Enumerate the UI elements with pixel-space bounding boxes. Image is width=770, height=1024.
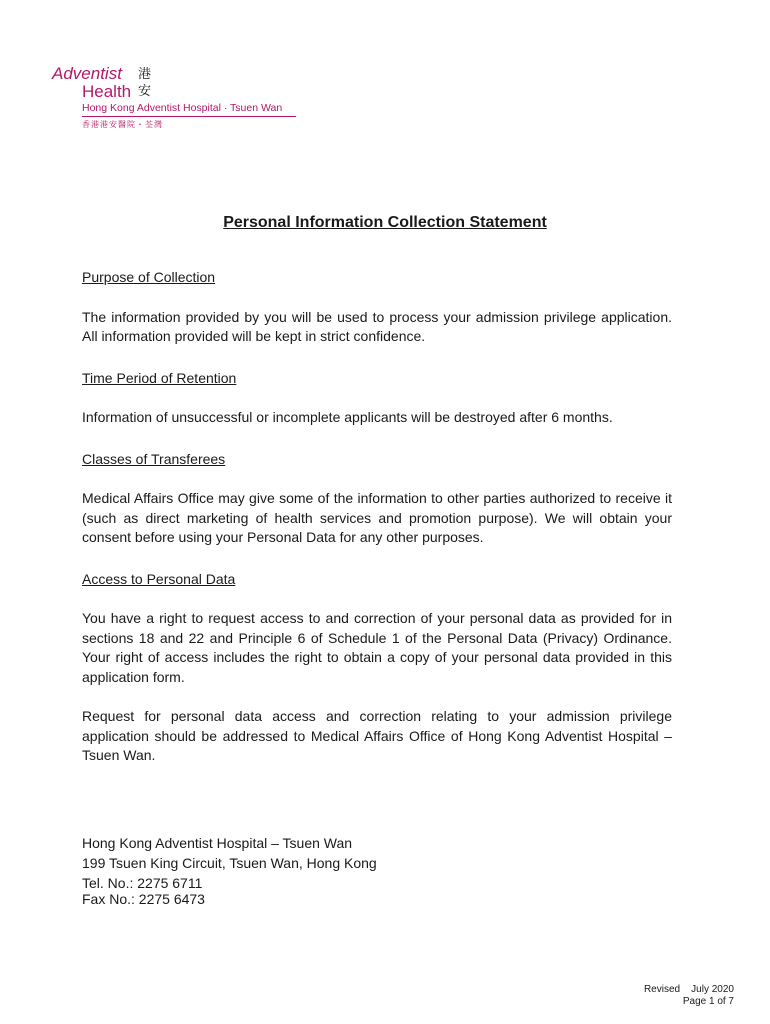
- hospital-logo: [52, 64, 302, 130]
- address-street: 199 Tsuen King Circuit, Tsuen Wan, Hong Kong: [82, 854, 377, 871]
- section-paragraph-transferees: Medical Affairs Office may give some of the information to other parties authorized to receive it (such as direct marketing of health services and promotion purpose). We will obtain your consent before using your Personal Data for any other purposes.: [82, 490, 672, 545]
- section-paragraph-access: You have a right to request access to and correction of your personal data as provided for in sections 18 and 22 and Principle 6 of Schedule 1 of the Personal Data (Privacy) Ordinance. Your right of access includes the right to obtain a copy of your personal data provided in this application form.: [82, 610, 672, 685]
- logo-hospital-name: Hong Kong Adventist Hospital · Tsuen Wan: [82, 102, 283, 114]
- document-title: Personal Information Collection Statement: [223, 214, 547, 231]
- logo-divider: [82, 116, 296, 117]
- section-heading-access: Access to Personal Data: [82, 570, 236, 587]
- logo-cjk-2: 安: [138, 84, 152, 99]
- section-heading-purpose: Purpose of Collection: [82, 269, 216, 285]
- address-fax: Fax No.: 2275 6473: [82, 890, 205, 907]
- logo-cjk-1: 港: [138, 67, 152, 82]
- address-name: Hong Kong Adventist Hospital – Tsuen Wan: [82, 835, 353, 851]
- hospital-address: [82, 834, 502, 909]
- logo-line-adventist: Adventist: [52, 64, 122, 83]
- section-paragraph-request: Request for personal data access and correction relating to your admission privilege application should be addressed to Medical Affairs Office of Hong Kong Adventist Hospital – Tsuen Wan.: [82, 708, 672, 763]
- address-tel: Tel. No.: 2275 6711: [82, 875, 203, 891]
- section-paragraph-purpose: The information provided by you will be used to process your admission privilege application. All information provided will be kept in strict confidence.: [82, 308, 672, 344]
- statement-body: [82, 268, 672, 766]
- section-heading-retention: Time Period of Retention: [82, 369, 237, 386]
- page-number: Page 1 of 7: [682, 996, 734, 1007]
- logo-line-health: Health: [82, 82, 132, 101]
- section-paragraph-retention: Information of unsuccessful or incomplete applicants will be destroyed after 6 months.: [82, 409, 613, 425]
- section-heading-transferees: Classes of Transferees: [82, 450, 226, 467]
- revised-date: Revised July 2020: [643, 984, 734, 995]
- page-footer: [644, 984, 734, 1008]
- logo-hospital-name-cjk: 香港港安醫院・荃灣: [82, 120, 163, 129]
